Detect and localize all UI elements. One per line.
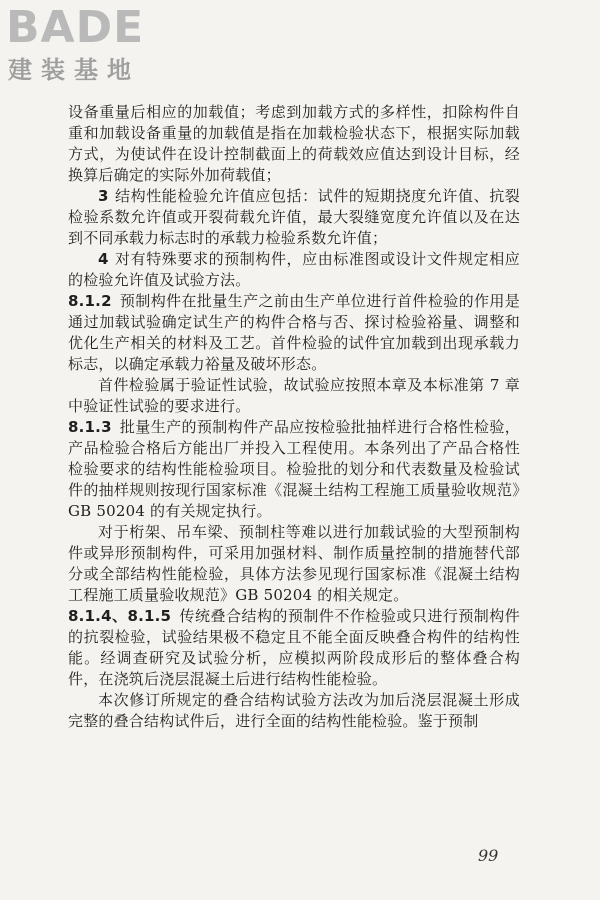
item-number: 3 [98,187,109,205]
page-number: 99 [478,846,499,865]
paragraph-text: 首件检验属于验证性试验，故试验应按照本章及本标准第 7 章中验证性试验的要求进行。 [68,376,520,415]
paragraph-text: 对有特殊要求的预制构件，应由标准图或设计文件规定相应的检验允许值及试验方法。 [68,250,520,289]
paragraph-text: 设备重量后相应的加载值；考虑到加载方式的多样性，扣除构件自重和加载设备重量的加载值是指在加载检验状态下，根据实际加载方式，为使试件在设计控制截面上的荷载效应值达到设计目标，经换算后确定的实际外加荷载值； [68,103,520,184]
clause-8-1-4-8-1-5 [68,606,520,690]
paragraph-indented [68,690,520,732]
list-item-3 [68,186,520,249]
paragraph-text: 批量生产的预制构件产品应按检验批抽样进行合格性检验，产品检验合格后方能出厂并投入工程使用。本条列出了产品合格性检验要求的结构性能检验项目。检验批的划分和代表数量及检验试件的抽样规则按现行国家标准《混凝土结构工程施工质量验收规范》GB 50204 的有关规定执行。 [68,418,520,520]
paragraph-indented [68,522,520,606]
clause-8-1-2 [68,291,520,375]
clause-8-1-3 [68,417,520,522]
document-body [68,102,520,732]
paragraph-text: 预制构件在批量生产之前由生产单位进行首件检验的作用是通过加载试验确定试生产的构件合格与否、探讨检验裕量、调整和优化生产相关的材料及工艺。首件检验的试件宜加载到出现承载力标志，以确定承载力裕量及破坏形态。 [68,292,520,373]
watermark-logo [6,4,186,88]
watermark-subtitle: 建装基地 [8,56,140,84]
paragraph-continuation [68,102,520,186]
paragraph-indented [68,375,520,417]
list-item-4 [68,249,520,291]
clause-number: 8.1.3 [68,418,112,436]
paragraph-text: 传统叠合结构的预制件不作检验或只进行预制构件的抗裂检验，试验结果极不稳定且不能全面反映叠合构件的结构性能。经调查研究及试验分析，应模拟两阶段成形后的整体叠合构件，在浇筑后浇层混凝土后进行结构性能检验。 [68,607,520,688]
paragraph-text: 结构性能检验允许值应包括：试件的短期挠度允许值、抗裂检验系数允许值或开裂荷载允许值，最大裂缝宽度允许值以及在达到不同承载力标志时的承载力检验系数允许值； [68,187,520,247]
paragraph-text: 本次修订所规定的叠合结构试验方法改为加后浇层混凝土形成完整的叠合结构试件后，进行全面的结构性能检验。鉴于预制 [68,691,520,730]
clause-number: 8.1.2 [68,292,112,310]
paragraph-text: 对于桁架、吊车梁、预制柱等难以进行加载试验的大型预制构件或异形预制构件，可采用加强材料、制作质量控制的措施替代部分或全部结构性能检验，具体方法参见现行国家标准《混凝土结构工程施工质量验收规范》GB 50204 的相关规定。 [68,523,520,604]
item-number: 4 [98,250,109,268]
watermark-brand: BADE [6,2,145,53]
clause-number: 8.1.4、8.1.5 [68,607,172,625]
